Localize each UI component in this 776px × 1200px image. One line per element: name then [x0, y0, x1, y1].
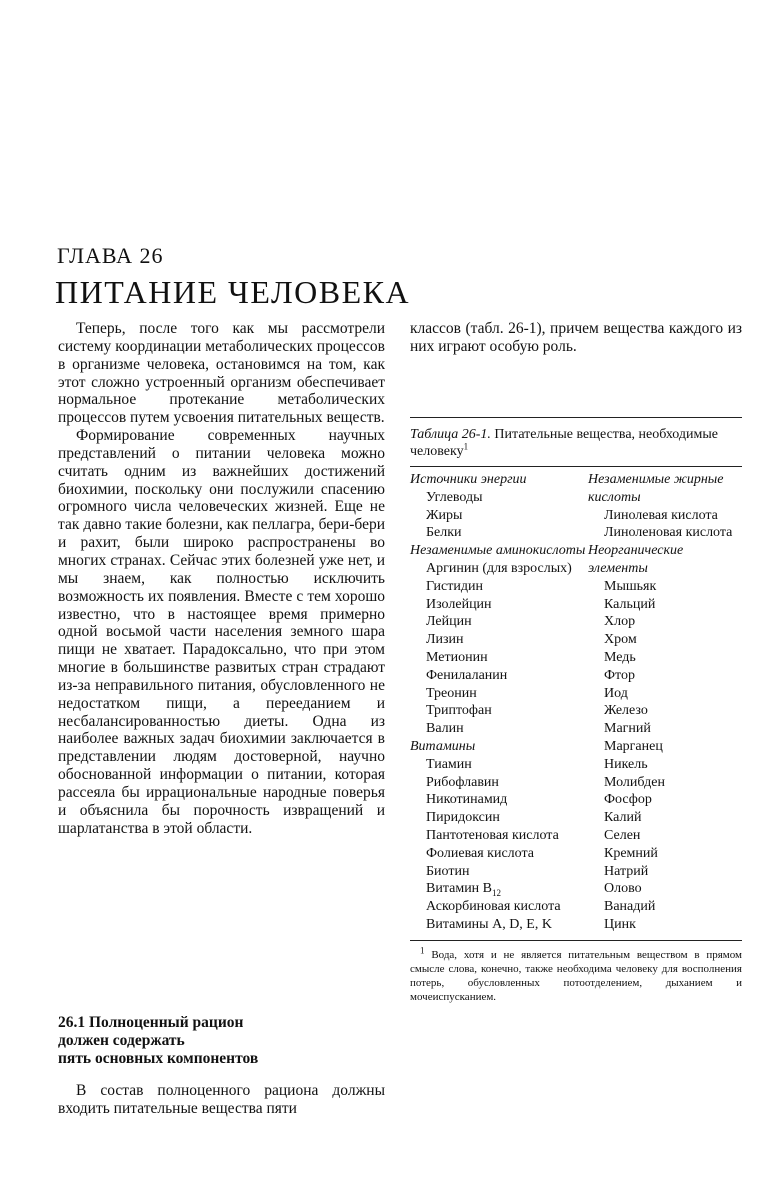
list-item: Железо: [604, 703, 648, 719]
list-item: Натрий: [604, 863, 649, 879]
list-item: Линоленовая кислота: [604, 525, 733, 541]
list-item: Валин: [426, 721, 464, 737]
list-item: Белки: [426, 525, 462, 541]
table-top-rule: [410, 417, 742, 418]
list-item: Магний: [604, 721, 651, 737]
left-column: [58, 320, 385, 837]
table-bottom-rule: [410, 940, 742, 941]
list-item: Биотин: [426, 863, 470, 879]
section-heading-line: пять основных компонентов: [58, 1050, 259, 1067]
list-item: Треонин: [426, 685, 477, 701]
chapter-title: ПИТАНИЕ ЧЕЛОВЕКА: [55, 274, 411, 310]
section-heading-line: 26.1 Полноценный рацион: [58, 1014, 244, 1031]
table-column-left: [410, 471, 588, 934]
list-item: Никель: [604, 756, 648, 772]
list-item: Пиридоксин: [426, 810, 500, 826]
table-caption: [410, 426, 742, 460]
list-item: Никотинамид: [426, 792, 508, 808]
list-item: Аргинин (для взрослых): [426, 560, 572, 576]
table-footnote: [410, 945, 742, 1004]
category-header: Витамины: [410, 738, 476, 754]
list-item: Кремний: [604, 845, 658, 861]
list-item: [410, 880, 588, 898]
list-item: Метионин: [426, 649, 488, 665]
nutrients-table: [410, 417, 742, 1004]
section-heading-line: должен содержать: [58, 1032, 185, 1049]
list-item: Изолейцин: [426, 596, 492, 612]
list-item: Фолиевая кислота: [426, 845, 534, 861]
category-header: Незаменимые аминокислоты: [410, 543, 586, 559]
footnote-ref: 1: [463, 441, 469, 452]
list-item: Гистидин: [426, 578, 483, 594]
list-item: Молибден: [604, 774, 665, 790]
list-item: Тиамин: [426, 756, 472, 772]
table-column-right: [588, 471, 742, 934]
list-item: Ванадий: [604, 899, 656, 915]
footnote-text: Вода, хотя и не является питательным веществом в прямом смысле слова, конечно, также необходима человеку для восполнения потерь, обусловленных потоотделением, дыханием и мочеиспусканием.: [410, 948, 742, 1003]
list-item: Жиры: [426, 507, 463, 523]
list-item: Фтор: [604, 667, 635, 683]
chapter-label: ГЛАВА 26: [57, 243, 164, 268]
list-item: Калий: [604, 810, 642, 826]
category-header: Незаменимые жирные кислоты: [588, 472, 724, 505]
list-item: Углеводы: [426, 489, 483, 505]
list-item: Мышьяк: [604, 578, 657, 594]
vitamin-b12-label: Витамин B: [426, 881, 493, 897]
list-item: Медь: [604, 649, 636, 665]
section-paragraph: В состав полноценного рациона должны входить питательные вещества пяти: [58, 1082, 385, 1117]
list-item: Витамины A, D, E, K: [426, 916, 552, 932]
list-item: Лизин: [426, 632, 464, 648]
paragraph: Теперь, после того как мы рассмотрели систему координации метаболических процессов в организме человека, остановимся на том, как этот сложно устроенный организм обеспечивает нормальное протекание метаболических процессов путем усвоения питательных веществ.: [58, 320, 385, 427]
right-column: [410, 320, 742, 356]
list-item: Аскорбиновая кислота: [426, 899, 561, 915]
vitamin-b12-subscript: 12: [492, 888, 502, 899]
list-item: Рибофлавин: [426, 774, 499, 790]
list-item: Олово: [604, 881, 642, 897]
category-header: Неорганические элементы: [588, 543, 684, 576]
list-item: Линолевая кислота: [604, 507, 718, 523]
category-header: Источники энергии: [410, 472, 527, 487]
footnote-mark: 1: [420, 945, 425, 956]
table-caption-label: Таблица 26-1.: [410, 427, 491, 442]
paragraph: Формирование современных научных представлений о питании человека можно считать одним из важнейших достижений биохимии, поскольку они послужили спасению огромного числа человеческих жизней. Еще не так давно такие болезни, как пеллагра, бери-бери и рахит, были широко распространены во многих странах. Сейчас этих болезней уже нет, и мы знаем, как полностью исключить возможность их появления. Вместе с тем хорошо известно, что в настоящее время примерно одной восьмой части населения земного шара пищи не хватает. Парадоксально, что при этом многие в большинстве развитых стран страдают из-за неправильного питания, обусловленного не недостатком пищи, а перееданием и несбалансированностью диеты. Одна из наиболее важных задач биохимии заключается в представлении людям достоверной, научно обоснованной информации о питании, которая рассеяла бы иррациональные народные поверья и объяснила бы порочность извращений и шарлатанства в этой области.: [58, 427, 385, 837]
list-item: Марганец: [604, 738, 663, 754]
list-item: Цинк: [604, 916, 636, 932]
list-item: Хром: [604, 632, 637, 648]
list-item: Селен: [604, 827, 641, 843]
list-item: Иод: [604, 685, 628, 701]
section-heading: [58, 1014, 258, 1068]
list-item: Хлор: [604, 614, 636, 630]
list-item: Фенилаланин: [426, 667, 508, 683]
table-caption-text: Питательные вещества, необходимые человеку: [410, 427, 718, 459]
list-item: Триптофан: [426, 703, 492, 719]
list-item: Фосфор: [604, 792, 652, 808]
list-item: Кальций: [604, 596, 656, 612]
intro-paragraph: классов (табл. 26-1), причем вещества каждого из них играют особую роль.: [410, 320, 742, 355]
list-item: Пантотеновая кислота: [426, 827, 559, 843]
list-item: Лейцин: [426, 614, 472, 630]
